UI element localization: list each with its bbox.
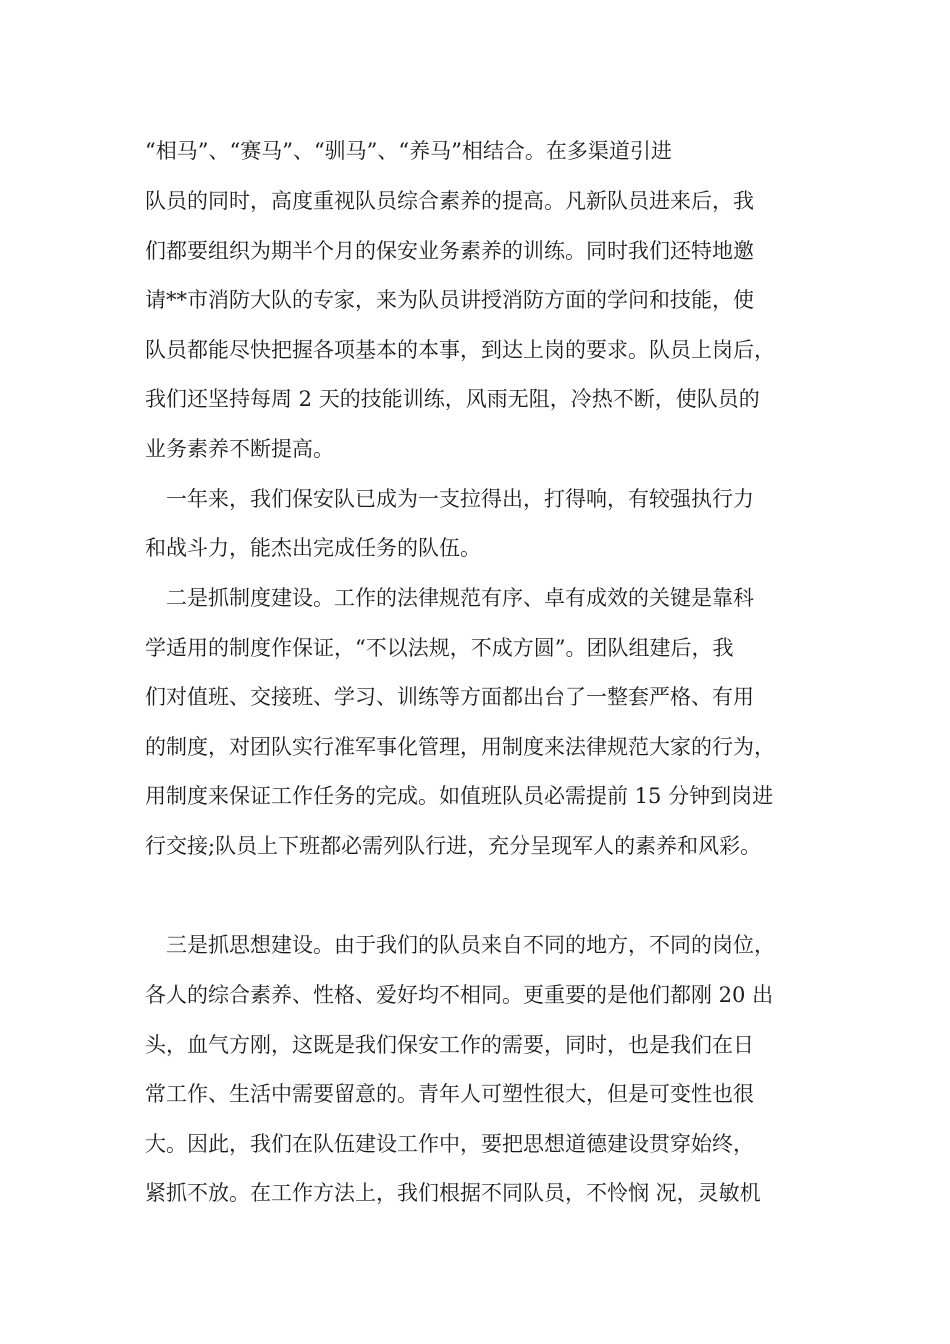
paragraph-3-line-1: 二是抓制度建设。工作的法律规范有序、卓有成效的关键是靠科 <box>166 586 754 610</box>
paragraph-2-line-1: 一年来，我们保安队已成为一支拉得出，打得响，有较强执行力 <box>166 487 754 511</box>
paragraph-3-line-2: 学适用的制度作保证，“不以法规，不成方圆”。团队组建后，我 <box>145 636 734 660</box>
paragraph-3-line-6: 行交接;队员上下班都必需列队行进，充分呈现军人的素养和风彩。 <box>145 834 762 858</box>
paragraph-1-line-7: 业务素养不断提高。 <box>145 437 334 461</box>
paragraph-1-line-3: 们都要组织为期半个月的保安业务素养的训练。同时我们还特地邀 <box>145 239 754 263</box>
paragraph-1-line-6: 我们还坚持每周 2 天的技能训练，风雨无阻，冷热不断，使队员的 <box>145 387 760 411</box>
paragraph-3-line-5: 用制度来保证工作任务的完成。如值班队员必需提前 15 分钟到岗进 <box>145 784 774 808</box>
paragraph-1-line-4: 请**市消防大队的专家，来为队员讲授消防方面的学问和技能，使 <box>145 288 754 312</box>
paragraph-4-line-2: 各人的综合素养、性格、爱好均不相同。更重要的是他们都刚 20 出 <box>145 983 774 1007</box>
paragraph-1-line-2: 队员的同时，高度重视队员综合素养的提高。凡新队员进来后，我 <box>145 189 754 213</box>
paragraph-4-line-5: 大。因此，我们在队伍建设工作中，要把思想道德建设贯穿始终， <box>145 1132 754 1156</box>
paragraph-4-line-6: 紧抓不放。在工作方法上，我们根据不同队员，不怜悯 况，灵敏机 <box>145 1181 761 1205</box>
paragraph-4-line-3: 头，血气方刚，这既是我们保安工作的需要，同时，也是我们在日 <box>145 1033 754 1057</box>
paragraph-1-line-5: 队员都能尽快把握各项基本的本事，到达上岗的要求。队员上岗后， <box>145 338 775 362</box>
paragraph-3-line-4: 的制度，对团队实行准军事化管理，用制度来法律规范大家的行为， <box>145 735 775 759</box>
paragraph-1-line-1: “相马”、“赛马”、“驯马”、“养马”相结合。在多渠道引进 <box>145 139 672 163</box>
paragraph-2-line-2: 和战斗力，能杰出完成任务的队伍。 <box>145 536 481 560</box>
paragraph-3-line-3: 们对值班、交接班、学习、训练等方面都出台了一整套严格、有用 <box>145 685 754 709</box>
paragraph-4-line-4: 常工作、生活中需要留意的。青年人可塑性很大，但是可变性也很 <box>145 1082 754 1106</box>
paragraph-4-line-1: 三是抓思想建设。由于我们的队员来自不同的地方，不同的岗位， <box>166 933 775 957</box>
